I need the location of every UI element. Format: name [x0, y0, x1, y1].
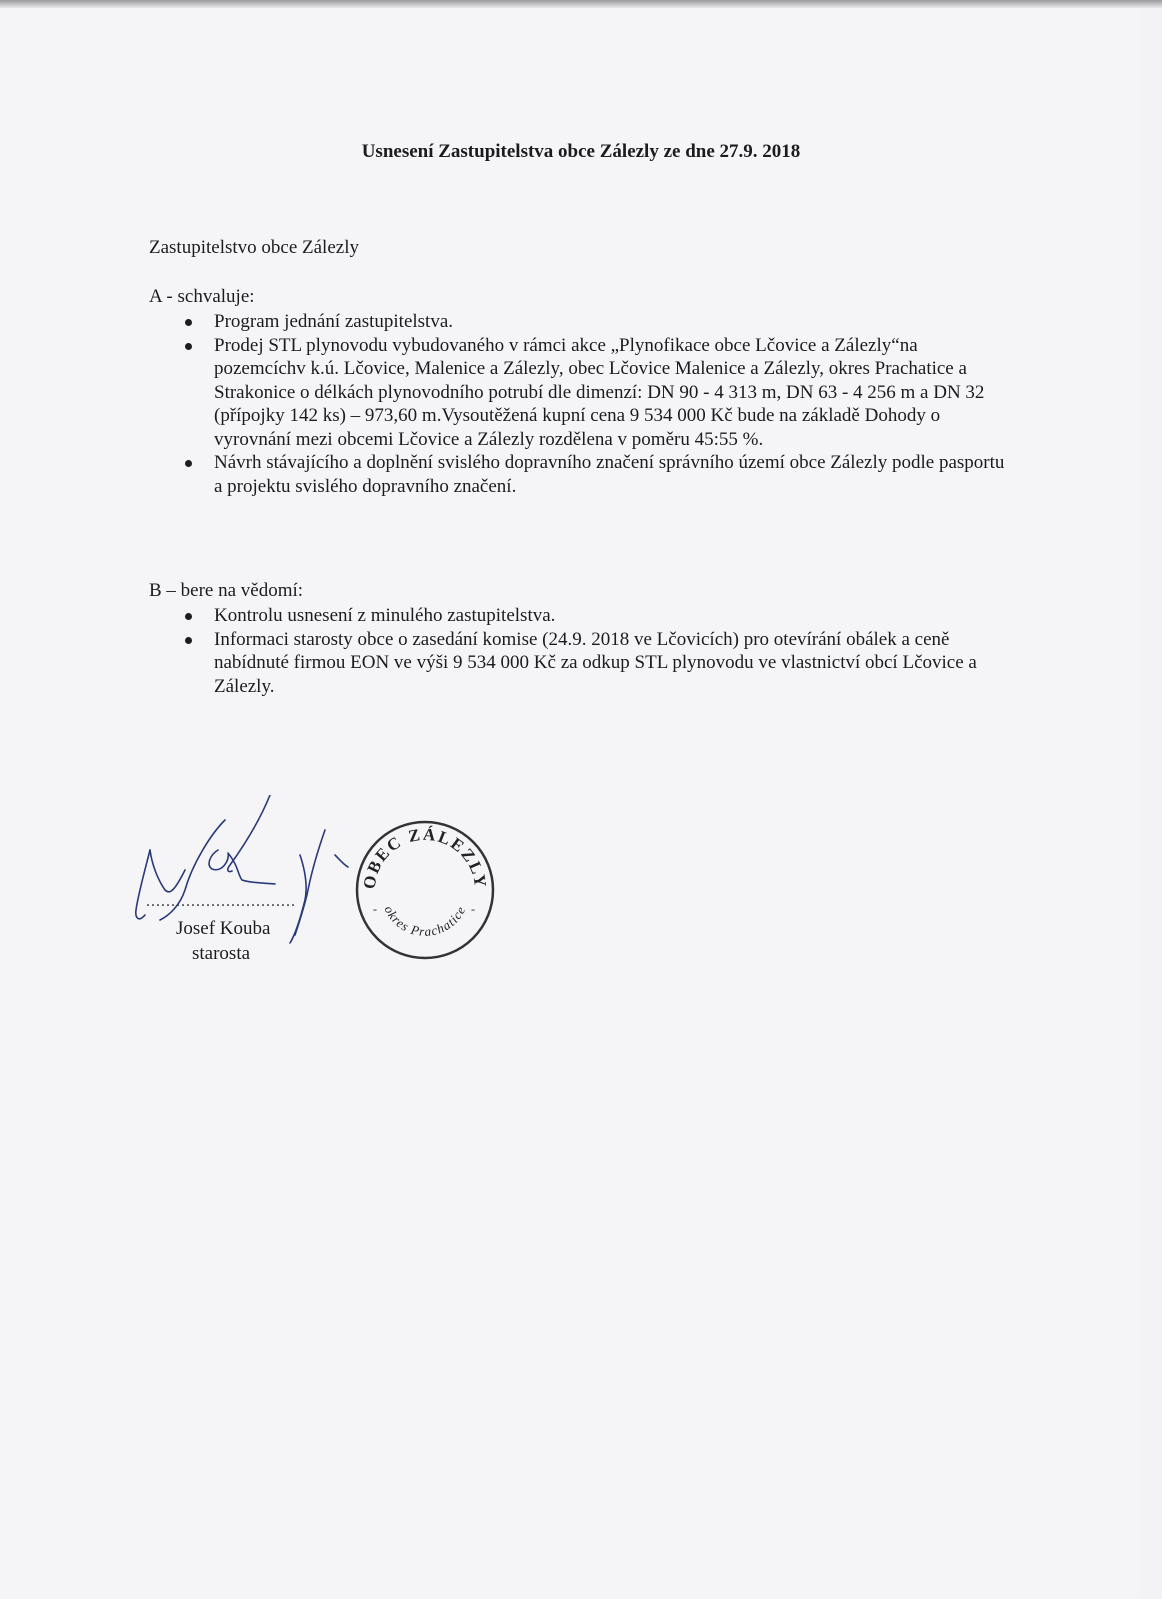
list-item: Kontrolu usnesení z minulého zastupitelstva. — [214, 604, 1014, 628]
svg-text:-: - — [373, 902, 377, 916]
list-item: Prodej STL plynovodu vybudovaného v rámci akce „Plynofikace obce Lčovice a Zálezly“na pozemcíchv k.ú. Lčovice, Malenice a Zálezly, obec Lčovice Malenice a Zálezly, okres Prachatice a Strakonice o délkách plynovodního potrubí dle dimenzí: DN 90 - 4 313 m, DN 63 - 4 256 m a DN 32 (přípojky 142 ks) – 973,60 m.Vysoutěžená kupní cena 9 534 000 Kč bude na základě Dohody o vyrovnání mezi obcemi Lčovice a Zálezly rozdělena v poměru 45:55 %. — [214, 334, 1014, 452]
list-item: Program jednání zastupitelstva. — [214, 310, 1014, 334]
svg-text:OBEC ZÁLEZLY: OBEC ZÁLEZLY — [359, 824, 491, 891]
list-item: Návrh stávajícího a doplnění svislého dopravního značení správního území obce Zálezly podle pasportu a projektu svislého dopravního značení. — [214, 451, 1014, 498]
document-title: Usnesení Zastupitelstva obce Zálezly ze dne 27.9. 2018 — [361, 141, 801, 162]
scan-edge — [0, 0, 1162, 8]
svg-text:okres Prachatice: okres Prachatice — [381, 903, 469, 940]
signer-role: starosta — [192, 943, 251, 964]
svg-text:-: - — [471, 902, 475, 916]
municipal-stamp — [345, 810, 505, 970]
section-a-list — [214, 310, 1014, 498]
intro-text: Zastupitelstvo obce Zálezly — [149, 237, 359, 258]
section-a-heading: A - schvaluje: — [149, 286, 255, 307]
section-b-heading: B – bere na vědomí: — [149, 580, 304, 601]
signer-name: Josef Kouba — [176, 918, 271, 939]
signature-line: .............................. — [146, 893, 296, 910]
list-item: Informaci starosty obce o zasedání komise (24.9. 2018 ve Lčovicích) pro otevírání obálek a ceně nabídnuté firmou EON ve výši 9 534 000 Kč za odkup STL plynovodu ve vlastnictví obcí Lčovice a Zálezly. — [214, 628, 1014, 699]
section-b-list — [214, 604, 1014, 698]
